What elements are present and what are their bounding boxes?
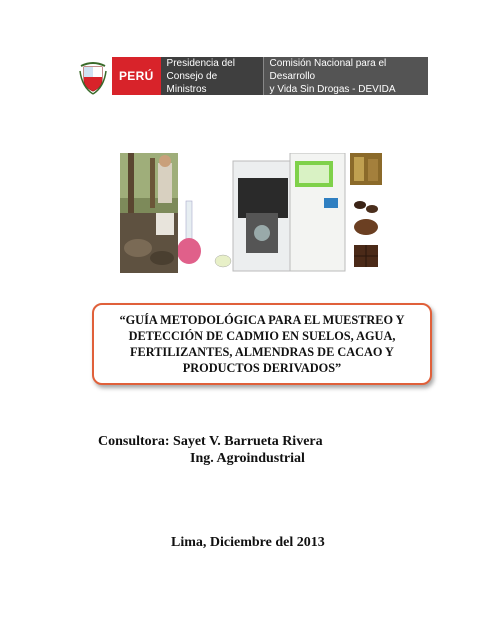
presidencia-line-1: Presidencia del	[166, 57, 235, 69]
devida-label	[264, 57, 428, 95]
laboratory-analyzer-photo	[178, 153, 350, 273]
peru-coat-of-arms-icon	[78, 57, 108, 95]
devida-line-1: Comisión Nacional para el Desarrollo	[269, 57, 387, 82]
title-line-4: PRODUCTOS DERIVADOS”	[182, 361, 342, 375]
title-line-2: DETECCIÓN DE CADMIO EN SUELOS, AGUA,	[128, 329, 396, 343]
cover-photo-collage	[120, 153, 382, 273]
document-title-box	[92, 303, 432, 385]
peru-label: PERÚ	[112, 57, 161, 95]
soil-sampling-photo	[120, 153, 178, 273]
government-header	[78, 57, 428, 95]
place-date: Lima, Diciembre del 2013	[171, 535, 325, 550]
presidencia-label	[161, 57, 264, 95]
consultant-name: Consultora: Sayet V. Barrueta Rivera	[98, 434, 323, 449]
title-line-3: FERTILIZANTES, ALMENDRAS DE CACAO Y	[130, 345, 394, 359]
presidencia-line-2: Consejo de Ministros	[166, 70, 218, 95]
title-line-1: “GUÍA METODOLÓGICA PARA EL MUESTREO Y	[119, 313, 405, 327]
consultant-profession: Ing. Agroindustrial	[190, 451, 305, 466]
cacao-products-photo	[350, 153, 382, 273]
devida-line-2: y Vida Sin Drogas - DEVIDA	[269, 83, 396, 95]
